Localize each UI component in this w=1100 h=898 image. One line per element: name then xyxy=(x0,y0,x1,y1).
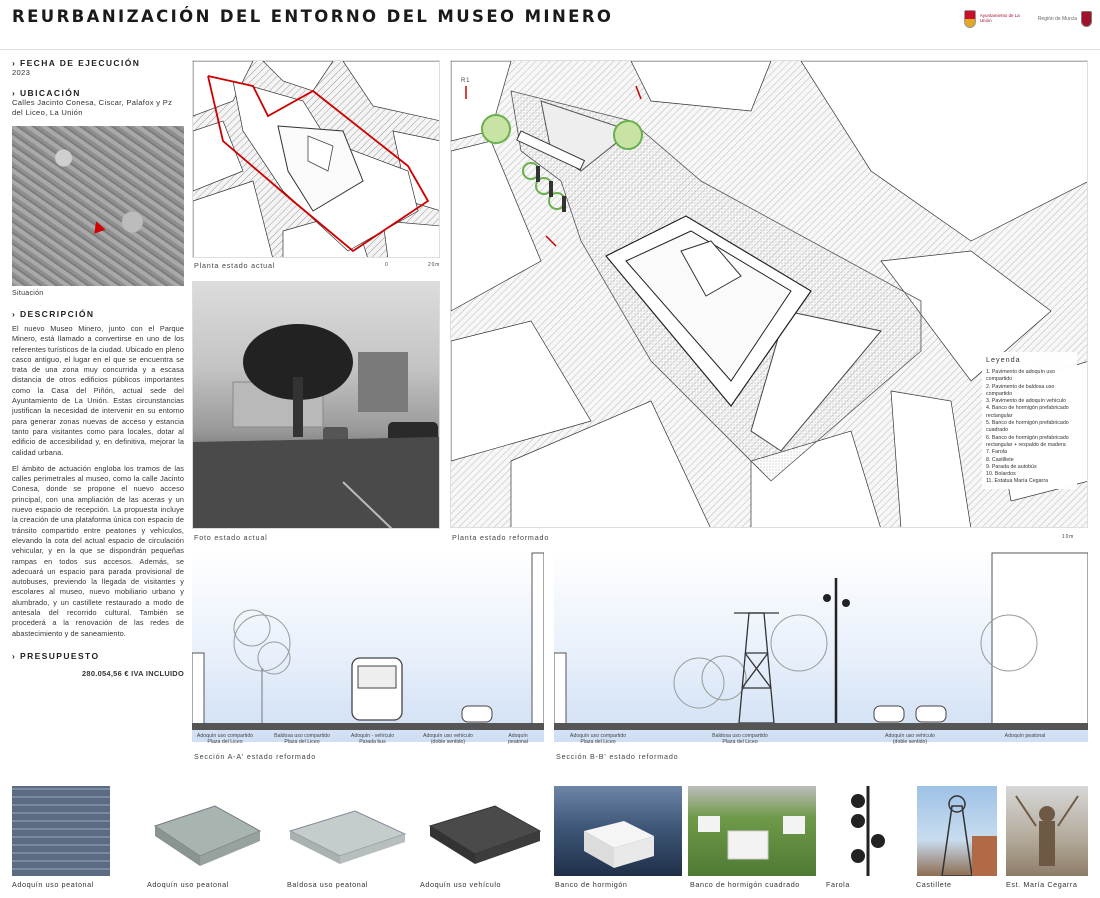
logo-la-union xyxy=(964,10,1020,28)
aa-segment-label: Adoquín - vehículo Parada bus xyxy=(350,733,395,746)
shield-icon xyxy=(964,10,976,28)
legend xyxy=(982,352,1077,489)
legend-title: Leyenda xyxy=(986,355,1021,364)
material-image-farola xyxy=(840,786,895,876)
situation-map xyxy=(12,126,184,286)
header xyxy=(0,0,1100,50)
caption-planta-reformado: Planta estado reformado xyxy=(452,533,550,542)
bb-segment-label: Adoquín peatonal xyxy=(1004,733,1046,739)
fecha-heading: › FECHA DE EJECUCIÓN xyxy=(12,58,184,68)
material-image-banco-hormigon xyxy=(554,786,682,876)
legend-item: 5. Banco de hormigón prefabricado cuadrado xyxy=(986,420,1069,434)
logo-murcia-text: Región de Murcia xyxy=(1037,16,1077,22)
material-image-baldosa-peatonal xyxy=(285,786,410,876)
material-label: Adoquín uso peatonal xyxy=(147,880,229,889)
page-title: REURBANIZACIÓN DEL ENTORNO DEL MUSEO MINERO xyxy=(12,7,614,26)
shield-icon xyxy=(1081,11,1092,27)
material-label: Est. María Cegarra xyxy=(1006,880,1078,889)
photo-current-drawing xyxy=(193,282,440,529)
bb-segment-label: Adoquín uso compartido Plaza del Liceo xyxy=(569,733,627,746)
logo-murcia xyxy=(1038,11,1092,27)
situacion-caption: Situación xyxy=(12,289,44,297)
ubicacion-heading: › UBICACIÓN xyxy=(12,88,184,98)
material-image-adoquin-peatonal xyxy=(12,786,110,876)
caption-foto-actual: Foto estado actual xyxy=(194,533,268,542)
legend-item: 6. Banco de hormigón prefabricado rectangular + respaldo de madera xyxy=(986,434,1069,448)
caption-seccion-aa: Sección A-A' estado reformado xyxy=(194,752,317,761)
logos xyxy=(964,10,1092,28)
aa-segment-label: Adoquín peatonal xyxy=(508,733,528,746)
material-image-estatua xyxy=(1006,786,1088,876)
legend-item: 8. Castillete xyxy=(986,456,1014,463)
presupuesto-heading: › PRESUPUESTO xyxy=(12,651,184,661)
material-label: Banco de hormigón cuadrado xyxy=(690,880,800,889)
bb-segment-label: Adoquín uso vehículo (doble sentido) xyxy=(885,733,935,746)
plan-current xyxy=(192,60,440,258)
section-bb xyxy=(554,548,1088,742)
presupuesto-value: 280.054,56 € IVA INCLUIDO xyxy=(82,668,184,678)
material-label: Farola xyxy=(826,880,850,889)
info-column xyxy=(12,58,184,679)
legend-item: 10. Bolardos xyxy=(986,471,1016,478)
plan-current-drawing xyxy=(193,61,440,258)
ubicacion-value: Calles Jacinto Conesa, Ciscar, Palafox y Pz del Liceo, La Unión xyxy=(12,97,173,117)
bb-segment-label: Baldosa uso compartido Plaza del Liceo xyxy=(712,733,768,746)
r1-marker: R1 xyxy=(461,78,471,84)
material-label: Baldosa uso peatonal xyxy=(287,880,369,889)
legend-item: 3. Pavimento de adoquín vehículo xyxy=(986,398,1067,405)
materials-strip xyxy=(0,784,1100,898)
fecha-value: 2023 xyxy=(12,68,31,77)
material-label: Adoquín uso vehículo xyxy=(420,880,502,889)
legend-item: 7. Farola xyxy=(986,449,1007,456)
material-image-adoquin-vehiculo xyxy=(425,786,545,876)
aa-segment-label: Adoquín uso vehículo (doble sentido) xyxy=(423,733,473,746)
scale-end: 20m xyxy=(428,262,441,268)
aa-segment-label: Adoquín uso compartido Plaza del Liceo xyxy=(196,733,254,746)
section-aa-drawing xyxy=(192,548,544,742)
logo-union-text: Ayuntamiento de La Unión xyxy=(979,13,1020,23)
section-aa xyxy=(192,548,544,742)
legend-item: 1. Pavimento de adoquín uso compartido xyxy=(986,369,1055,383)
legend-item: 4. Banco de hormigón prefabricado rectangular xyxy=(986,405,1069,419)
material-label: Adoquín uso peatonal xyxy=(12,880,94,889)
section-bb-drawing xyxy=(554,548,1088,742)
material-image-banco-cuadrado xyxy=(688,786,816,876)
location-marker-icon xyxy=(90,219,105,233)
caption-seccion-bb: Sección B-B' estado reformado xyxy=(556,752,679,761)
descripcion-p1: El nuevo Museo Minero, junto con el Parque Minero, está llamado a convertirse en uno de los referentes turísticos de la ciudad. Ubicado en pleno casco antiguo, el lugar en el que se encuentra se trata de una zona muy concurrida y a escasa distancia de otros edificios públicos importantes como la Casa del Piñón, actual sede del Ayuntamiento de La Unión. Estas circunstancias justifican la necesidad de intervenir en su entorno para generar zonas nuevas de acceso y estancia tanto para visitantes como para locales, dotar al edificio de accesibilidad y, en definitiva, mejorar la calidad urbana. xyxy=(12,324,184,457)
material-image-adoquin-peatonal-2 xyxy=(145,786,270,876)
descripcion-p2: El ámbito de actuación engloba los tramos de las calles perimetrales al museo, como la calle Jacinto Conesa, donde se propone el nuevo acceso principal, con una ampliación de las aceras y un nuevo espacio de recepción. La propuesta incluye la creación de una plataforma única con espacio de tránsito compartido entre peatones y vehículos, elevando la cota del actual espacio de circulación vehicular, y en la que se dispondrán pequeñas rampas en todos sus accesos. Además, se adecuará un espacio para parada provisional de autobuses, previendo la llegada de visitantes y escolares al museo, nuevo mobiliario urbano y alumbrado, y un castillete restaurado a modo de antesala del recorrido cultural. También se procederá a la renovación de las redes de abastecimiento y de saneamiento. xyxy=(12,463,184,638)
legend-item: 9. Parada de autobús xyxy=(986,463,1037,470)
material-image-castillete xyxy=(917,786,997,876)
legend-item: 11. Estatua María Cegarra xyxy=(986,478,1049,485)
legend-item: 2. Pavimento de baldosa uso compartido xyxy=(986,383,1055,397)
material-label: Castillete xyxy=(916,880,952,889)
aa-segment-label: Baldosa uso compartido Plaza del Liceo xyxy=(274,733,330,746)
scale-start: 0 xyxy=(385,262,389,268)
descripcion-heading: › DESCRIPCIÓN xyxy=(12,309,184,319)
photo-current xyxy=(192,281,440,529)
scale-ref-end: 10m xyxy=(1062,534,1075,540)
material-label: Banco de hormigón xyxy=(555,880,628,889)
caption-planta-actual: Planta estado actual xyxy=(194,261,276,270)
